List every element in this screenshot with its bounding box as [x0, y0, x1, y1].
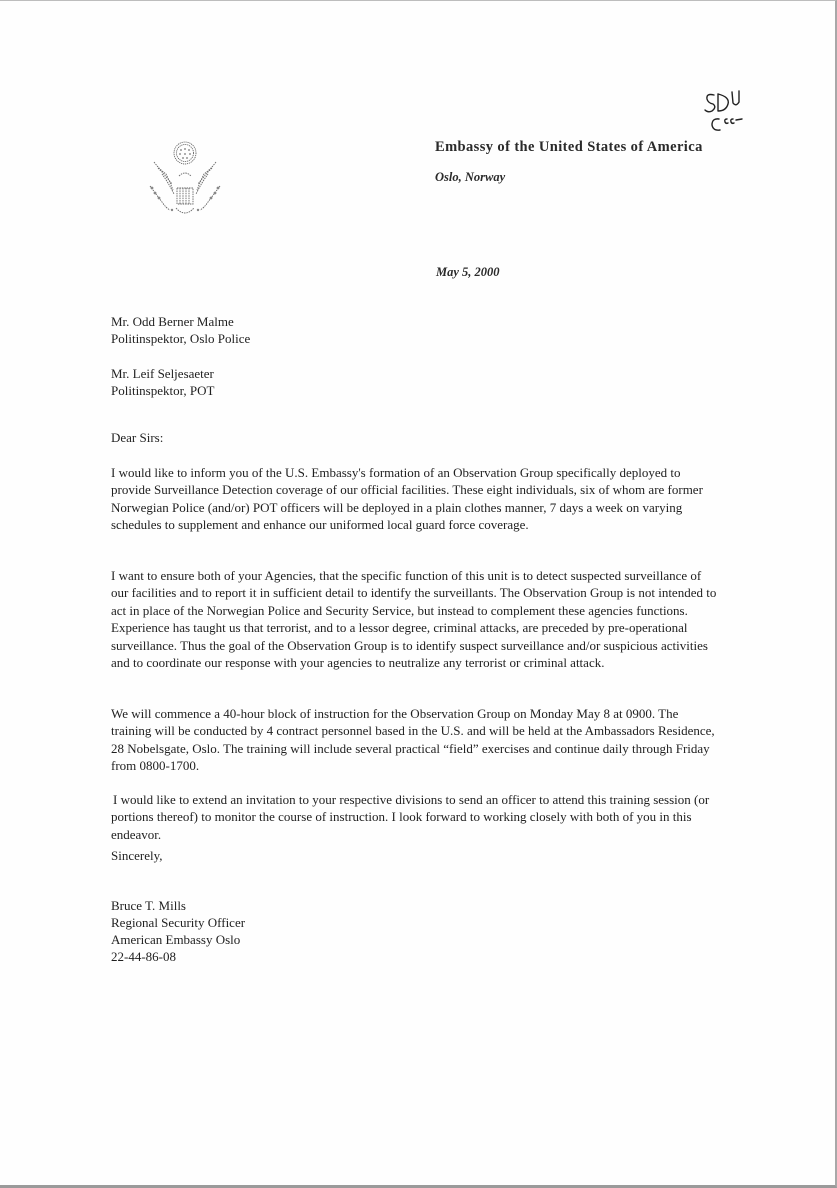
body-paragraph: I would like to extend an invitation to your respective divisions to send an officer to attend this training session (or portions thereof) to monitor the course of instruction. I look forward to working closely with both of you in this endeavor.	[111, 792, 710, 842]
recipient-title: Politinspektor, POT	[111, 383, 215, 399]
signer-office: American Embassy Oslo	[111, 932, 241, 947]
closing: Sincerely,	[111, 848, 163, 863]
organization-name: Embassy of the United States of America	[435, 139, 703, 155]
great-seal-icon	[146, 140, 224, 220]
body-paragraph: I want to ensure both of your Agencies, that the specific function of this unit is to detect suspected surveillance of our facilities and to report it in sufficient detail to identify the surveillants. The Observation Group is not intended to act in place of the Norwegian Police and Security Service, but instead to complement these agencies functions. Experience has taught us that terrorist, and to a lessor degree, criminal attacks, are preceded by pre-operational surveillance. Thus the goal of the Observation Group is to identify suspect surveillance and/or suspicious activities and to coordinate our response with your agencies to neutralize any terrorist or criminal attack.	[111, 568, 717, 671]
recipient-title: Politinspektor, Oslo Police	[111, 331, 251, 347]
body-paragraph: I would like to inform you of the U.S. Embassy's formation of an Observation Group specifically deployed to provide Surveillance Detection coverage of our official facilities. These eight individuals, six of whom are former Norwegian Police (and/or) POT officers will be deployed in a plain clothes manner, 7 days a week on varying schedules to supplement and enhance our uniformed local guard force coverage.	[111, 465, 703, 533]
recipient-block	[111, 365, 721, 400]
signer-name: Bruce T. Mills	[111, 898, 186, 913]
salutation: Dear Sirs:	[111, 430, 164, 445]
signer-phone: 22-44-86-08	[111, 949, 176, 964]
recipient-block	[111, 313, 721, 348]
body-paragraph: We will commence a 40-hour block of instruction for the Observation Group on Monday May 8 at 0900. The training will be conducted by 4 contract personnel based in the U.S. and will be held at the Ambassadors Residence, 28 Nobelsgate, Oslo. The training will include several practical “field” exercises and continue daily through Friday from 0800-1700.	[111, 706, 715, 774]
signature-block	[111, 897, 721, 965]
organization-location: Oslo, Norway	[435, 170, 506, 184]
letter-date: May 5, 2000	[436, 265, 500, 279]
signer-title: Regional Security Officer	[111, 915, 246, 930]
recipient-name: Mr. Leif Seljesaeter	[111, 366, 214, 381]
recipient-name: Mr. Odd Berner Malme	[111, 314, 234, 329]
letterhead	[435, 139, 703, 185]
handwritten-annotation	[700, 89, 750, 139]
